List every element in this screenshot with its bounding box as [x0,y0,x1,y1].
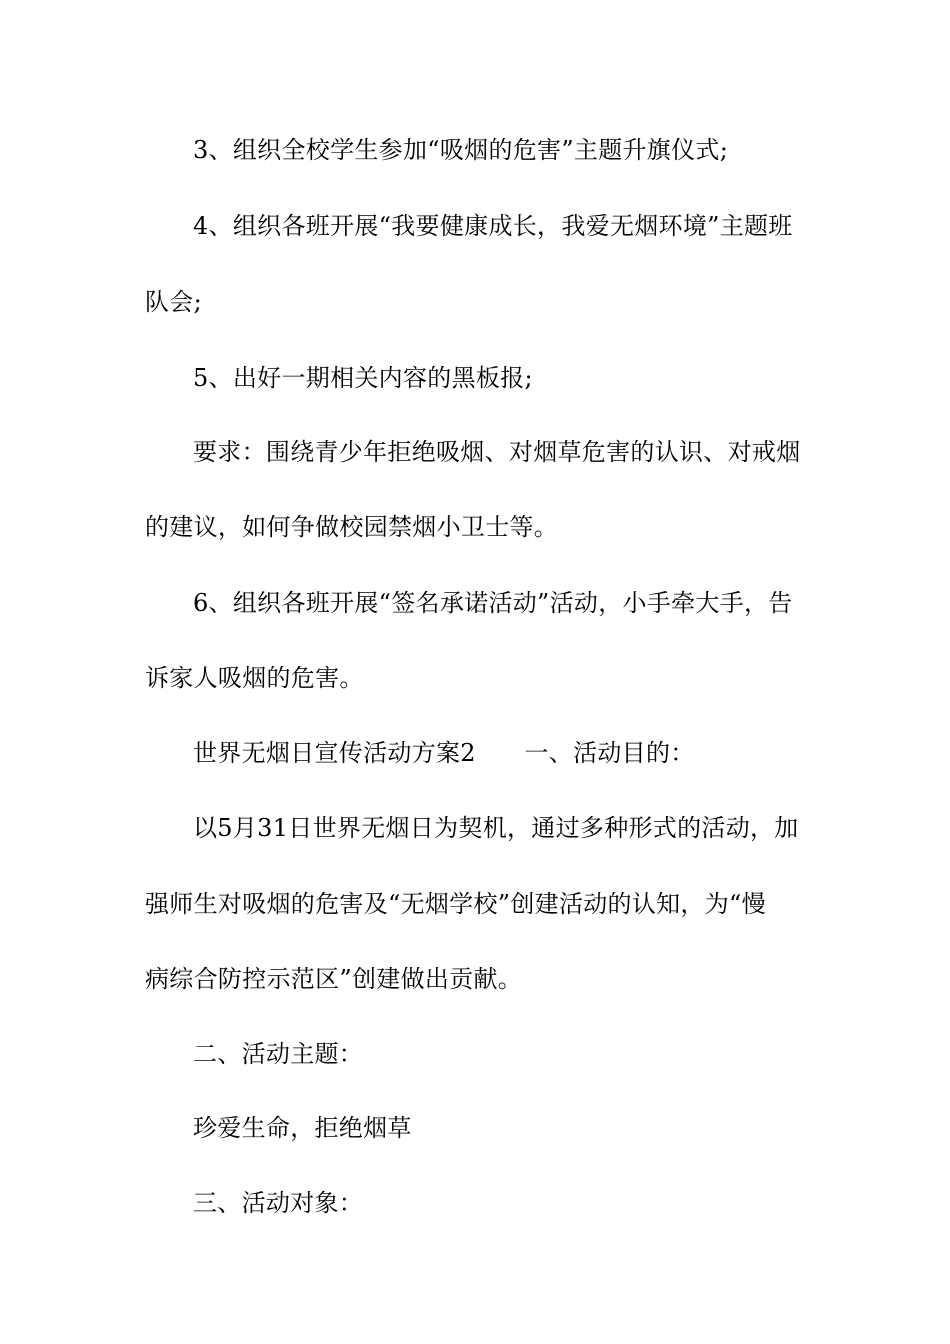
paragraph-item-6-line-2: 诉家人吸烟的危害。 [145,664,364,692]
paragraph-item-4-line-2: 队会; [145,288,202,316]
section-heading-target: 三、活动对象： [193,1189,364,1217]
section-heading-plan-2: 世界无烟日宣传活动方案2 一、活动目的： [193,739,695,767]
paragraph-item-6-line-1: 6、组织各班开展“签名承诺活动”活动，小手牵大手，告 [193,589,793,617]
paragraph-purpose-line-1: 以5月31日世界无烟日为契机，通过多种形式的活动，加 [193,814,799,842]
paragraph-item-3: 3、组织全校学生参加“吸烟的危害”主题升旗仪式; [193,136,729,164]
paragraph-purpose-line-3: 病综合防控示范区”创建做出贡献。 [145,965,523,993]
paragraph-item-5: 5、出好一期相关内容的黑板报; [193,364,533,392]
paragraph-item-4-line-1: 4、组织各班开展“我要健康成长，我爱无烟环境”主题班 [193,212,793,240]
paragraph-purpose-line-2: 强师生对吸烟的危害及“无烟学校”创建活动的认知，为“慢 [145,890,766,918]
paragraph-requirement-line-1: 要求：围绕青少年拒绝吸烟、对烟草危害的认识、对戒烟 [193,438,801,466]
section-heading-theme: 二、活动主题： [193,1040,364,1068]
paragraph-requirement-line-2: 的建议，如何争做校园禁烟小卫士等。 [145,513,559,541]
paragraph-theme: 珍爱生命，拒绝烟草 [193,1114,412,1142]
